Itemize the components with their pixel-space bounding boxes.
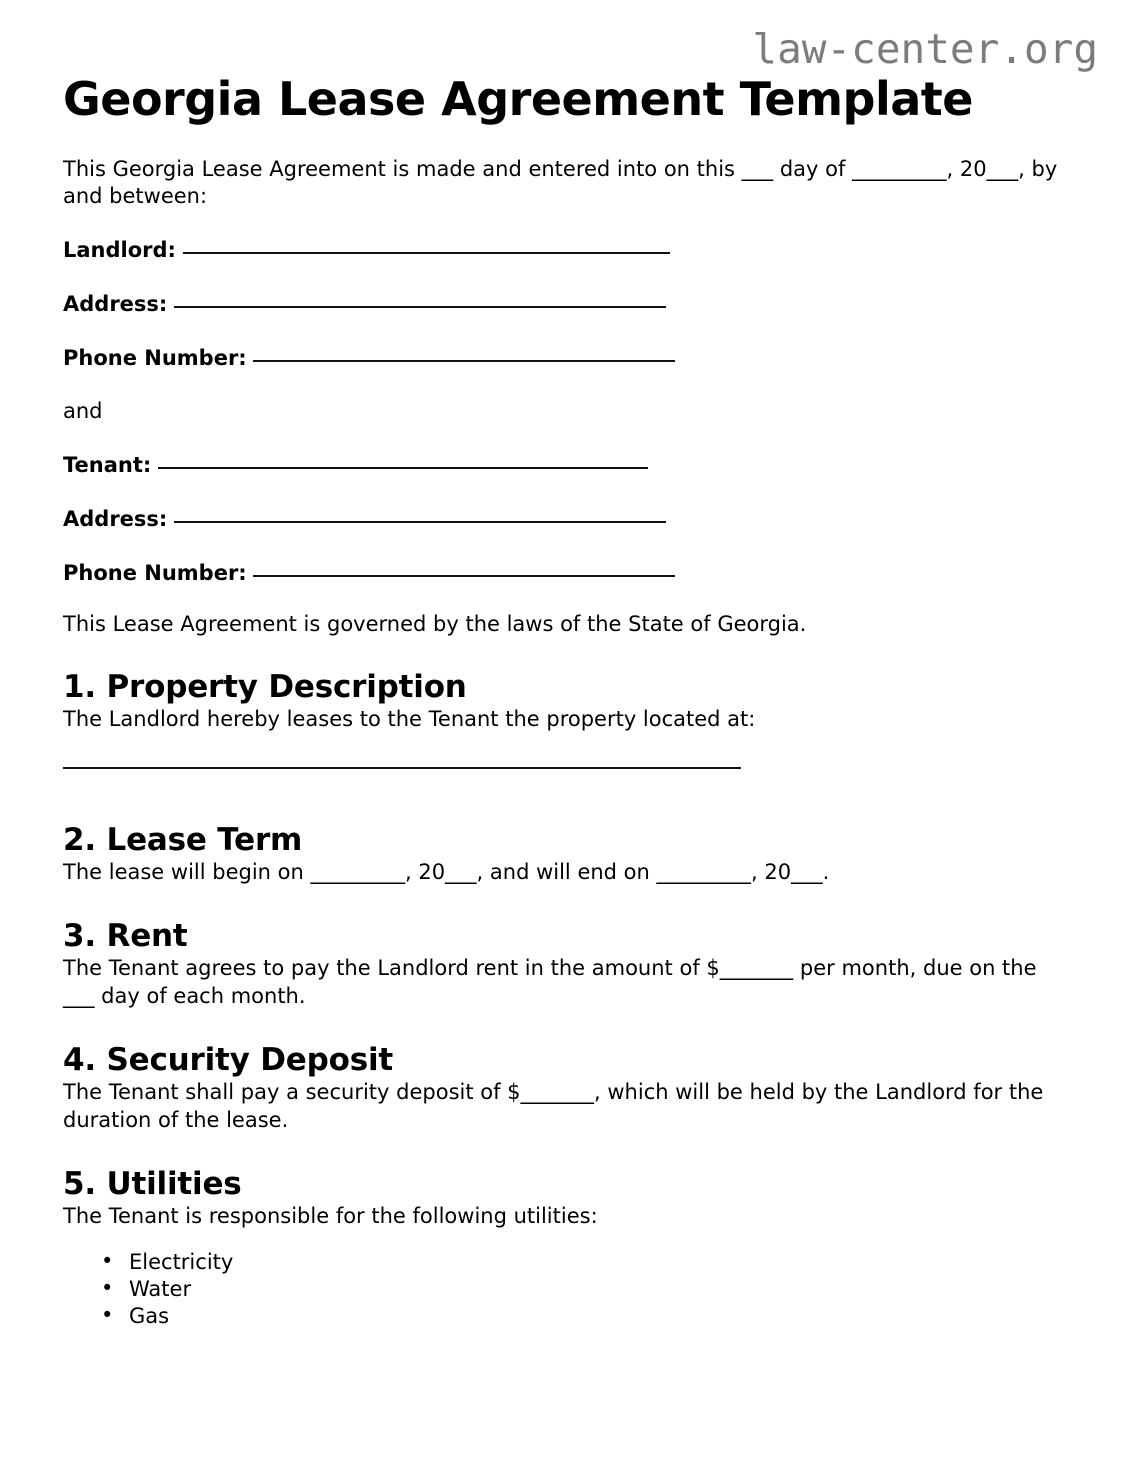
section-heading-security-deposit: 4. Security Deposit — [63, 1041, 394, 1078]
title-spacer — [63, 126, 1070, 156]
field-landlord-address — [63, 291, 1070, 319]
section-heading-rent: 3. Rent — [63, 917, 188, 954]
field-landlord-phone-blank[interactable] — [253, 360, 675, 362]
field-landlord-address-label: Address: — [63, 292, 168, 317]
field-tenant-blank[interactable] — [158, 467, 648, 469]
section-body-lease-term: The lease will begin on _________, 20___, and will end on _________, 20___. — [63, 860, 830, 885]
section-heading-lease-term: 2. Lease Term — [63, 821, 303, 858]
field-tenant — [63, 452, 1070, 480]
intro-line-1: This Georgia Lease Agreement is made and entered into on this ___ day of _________, — [63, 156, 954, 181]
list-item: • Electricity — [101, 1249, 1070, 1276]
field-landlord-address-blank[interactable] — [174, 306, 666, 308]
section-heading-utilities: 5. Utilities — [63, 1166, 242, 1203]
field-tenant-phone-label: Phone Number: — [63, 560, 247, 585]
field-tenant-label: Tenant: — [63, 453, 152, 478]
property-address-blank-wrap — [63, 767, 1070, 791]
property-address-blank[interactable] — [63, 767, 741, 769]
intro-line-2: 20___, by and between: — [63, 156, 1058, 209]
parties-conjunction: and — [63, 399, 103, 424]
governing-law-text: This Lease Agreement is governed by the laws of the State of Georgia. — [63, 611, 807, 636]
field-landlord — [63, 237, 1070, 265]
field-tenant-address-blank[interactable] — [174, 521, 666, 523]
page-title: Georgia Lease Agreement Template — [63, 72, 973, 126]
list-item: • Gas — [101, 1303, 1070, 1330]
field-tenant-address — [63, 506, 1070, 534]
section-body-utilities: The Tenant is responsible for the following utilities: — [63, 1204, 598, 1229]
intro-paragraph — [63, 156, 1068, 212]
field-landlord-phone — [63, 345, 1070, 373]
field-landlord-label: Landlord: — [63, 238, 176, 263]
list-item: • Water — [101, 1276, 1070, 1303]
field-landlord-blank[interactable] — [183, 252, 670, 254]
section-body-rent: The Tenant agrees to pay the Landlord rent in the amount of $_______ per month, due on the ___ day of each month. — [63, 956, 1037, 1009]
field-tenant-phone — [63, 560, 1070, 588]
field-landlord-phone-label: Phone Number: — [63, 346, 247, 371]
utilities-list — [63, 1249, 1070, 1330]
field-tenant-phone-blank[interactable] — [253, 575, 675, 577]
site-watermark: law-center.org — [752, 25, 1098, 73]
section-body-security-deposit: The Tenant shall pay a security deposit of $_______, which will be held by the Landlord for the duration of the lease. — [63, 1080, 1044, 1133]
field-tenant-address-label: Address: — [63, 506, 168, 531]
section-heading-property-description: 1. Property Description — [63, 668, 467, 705]
section-body-property-description: The Landlord hereby leases to the Tenant the property located at: — [63, 706, 756, 731]
